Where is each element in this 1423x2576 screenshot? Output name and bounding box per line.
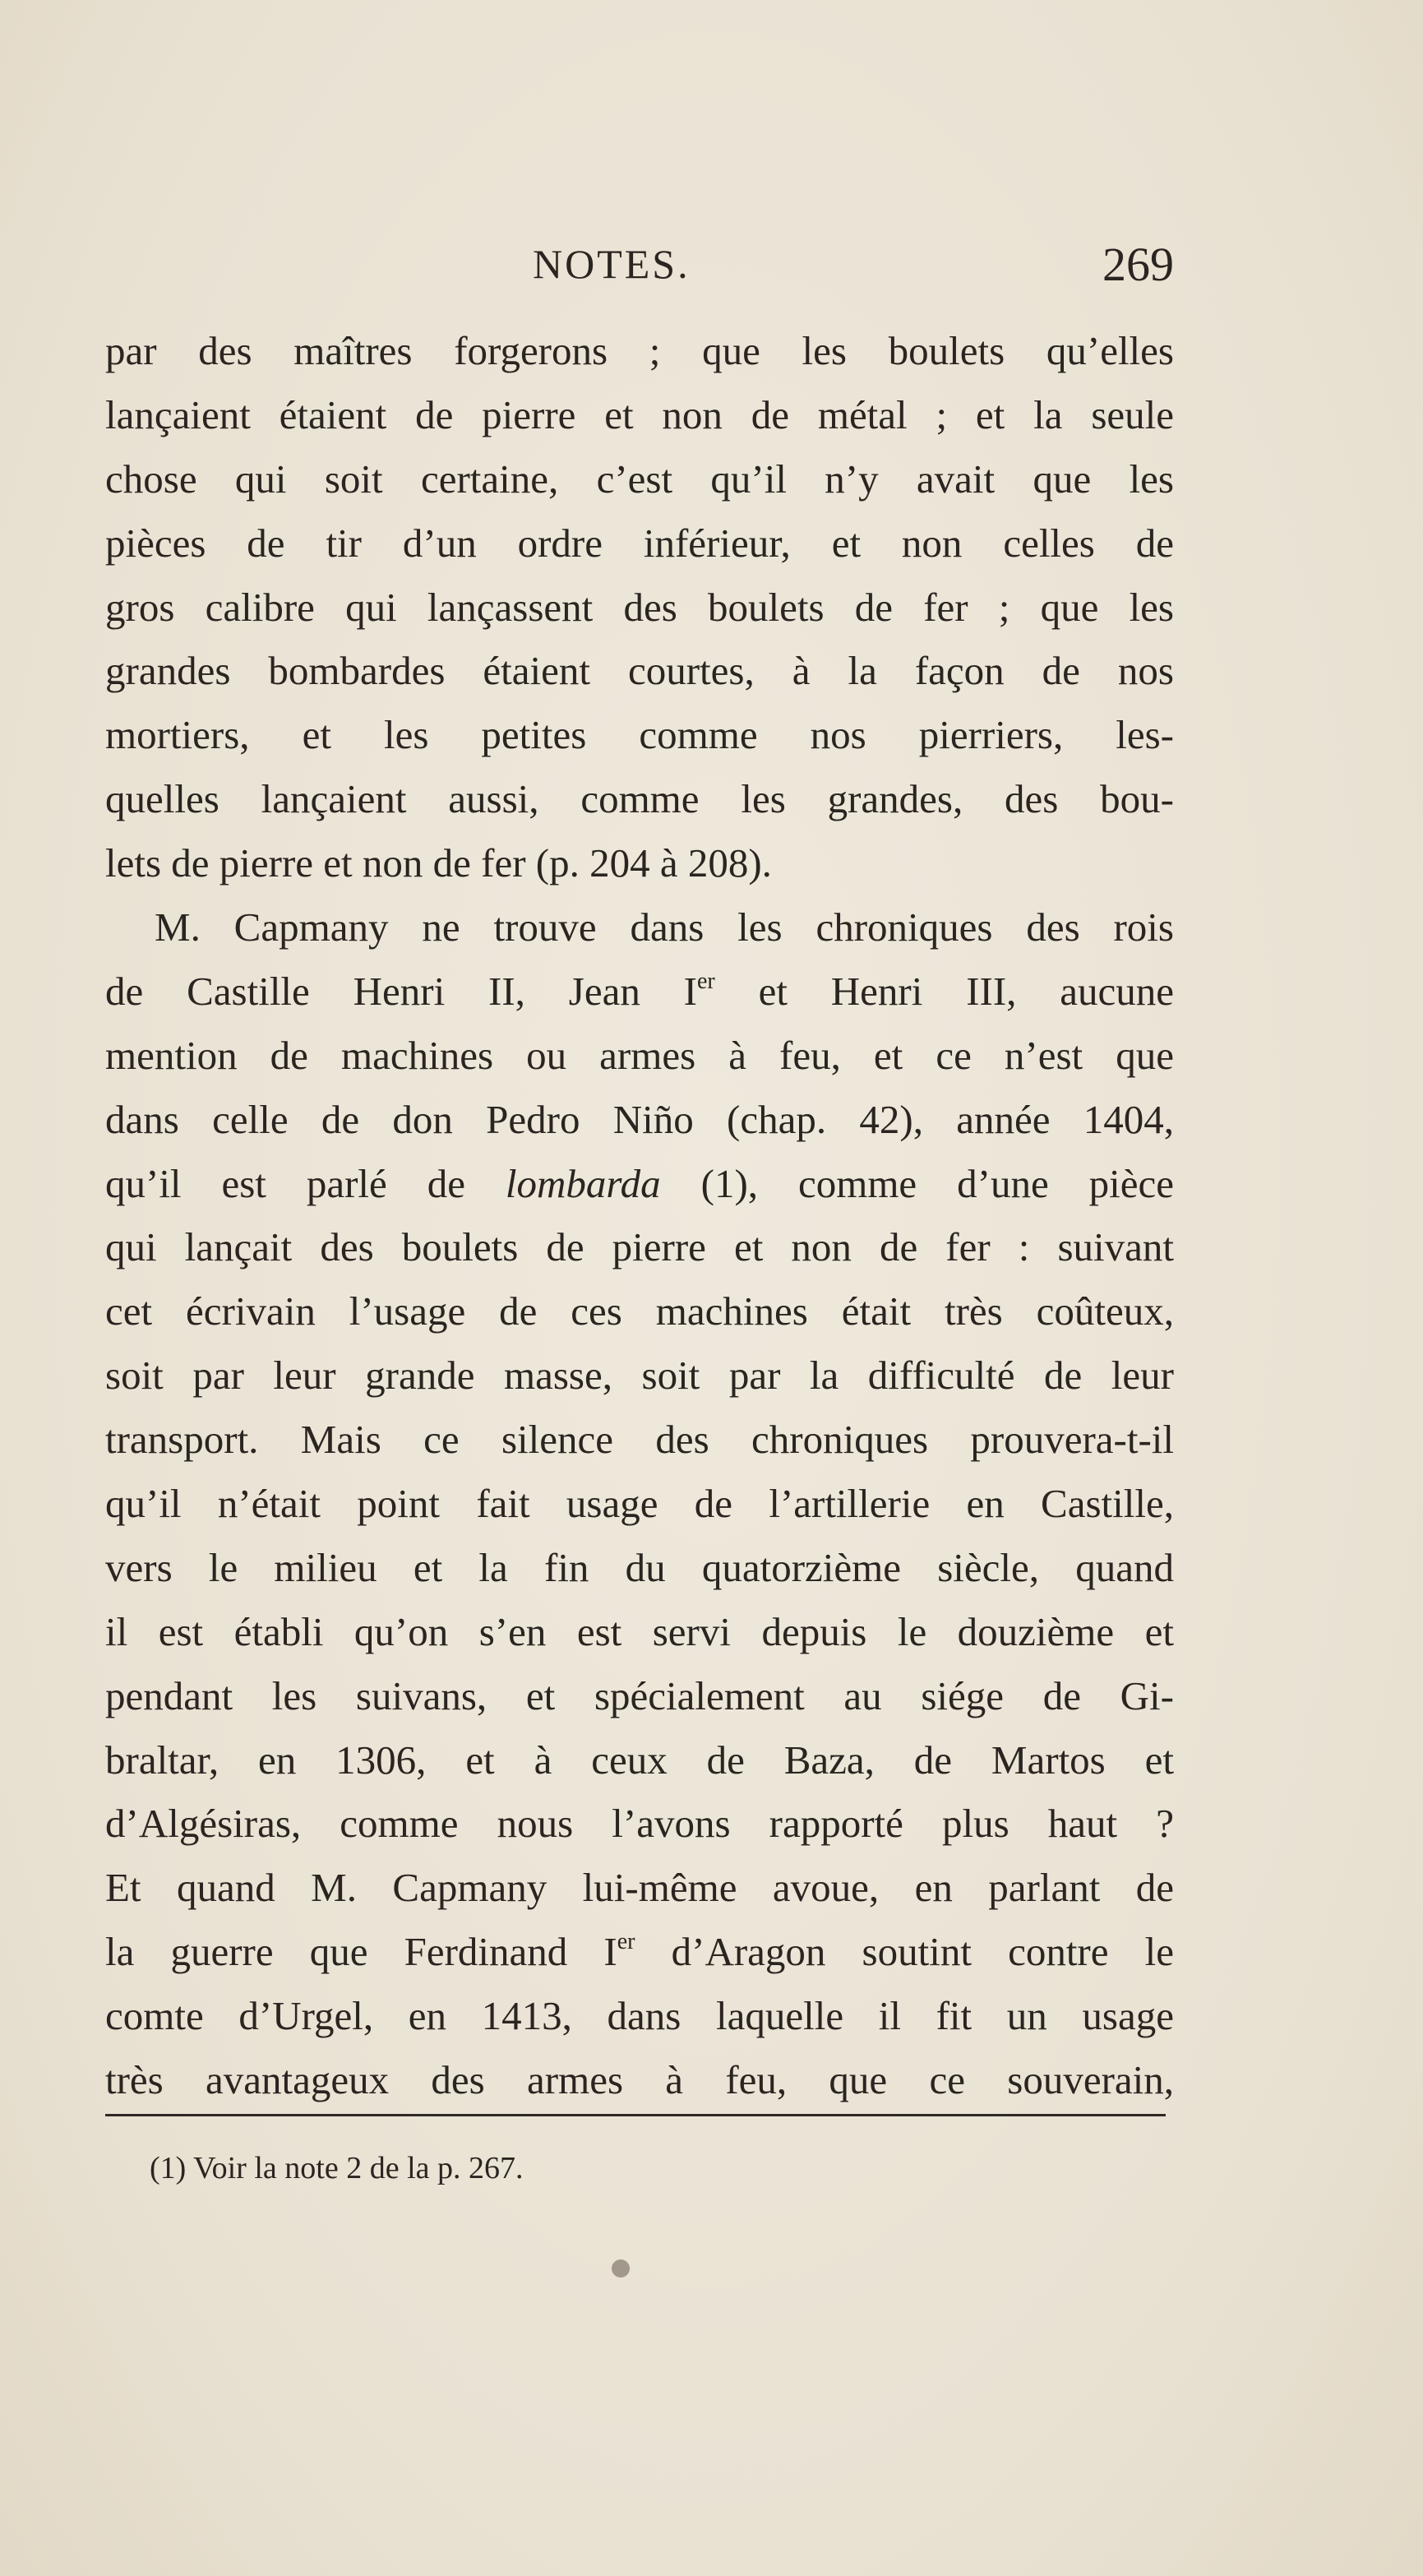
text-line: mention de machines ou armes à feu, et ce n’est que (105, 1032, 1174, 1078)
ornament-dot-icon (612, 2259, 630, 2278)
running-head: NOTES. (533, 241, 691, 287)
text-fragment: de Castille Henri II, Jean I (105, 968, 697, 1014)
text-line: qui lançait des boulets de pierre et non de fer : suivant (105, 1224, 1174, 1270)
text-line: transport. Mais ce silence des chroniques prouvera-t-il (105, 1417, 1174, 1463)
superscript: er (617, 1929, 635, 1955)
text-line: gros calibre qui lançassent des boulets de fer ; que les (105, 584, 1174, 630)
text-line: quelles lançaient aussi, comme les grandes, des bou- (105, 776, 1174, 822)
text-line: dans celle de don Pedro Niño (chap. 42), année 1404, (105, 1096, 1174, 1142)
text-line: lançaient étaient de pierre et non de métal ; et la seule (105, 391, 1174, 437)
text-fragment: (1), comme d’une pièce (660, 1160, 1174, 1206)
text-line: M. Capmany ne trouve dans les chroniques des rois (155, 904, 1174, 950)
text-line: chose qui soit certaine, c’est qu’il n’y avait que les (105, 456, 1174, 502)
text-fragment: qu’il est parlé de (105, 1160, 506, 1206)
text-line: pendant les suivans, et spécialement au siége de Gi- (105, 1672, 1174, 1718)
text-line: il est établi qu’on s’en est servi depuis le douzième et (105, 1608, 1174, 1654)
body-text (105, 319, 1174, 2112)
text-line: soit par leur grande masse, soit par la difficulté de leur (105, 1353, 1174, 1399)
text-line: vers le milieu et la fin du quatorzième siècle, quand (105, 1544, 1174, 1590)
text-line: braltar, en 1306, et à ceux de Baza, de Martos et (105, 1737, 1174, 1783)
text-line: grandes bombardes étaient courtes, à la façon de nos (105, 648, 1174, 694)
text-fragment: et Henri III, aucune (714, 968, 1174, 1014)
text-line: très avantageux des armes à feu, que ce souverain, (105, 2057, 1174, 2103)
text-line: d’Algésiras, comme nous l’avons rapporté plus haut ? (105, 1801, 1174, 1847)
footnote: (1) Voir la note 2 de la p. 267. (150, 2151, 524, 2185)
text-line: lets de pierre et non de fer (p. 204 à 208). (105, 840, 772, 886)
superscript: er (696, 968, 715, 994)
text-line: cet écrivain l’usage de ces machines était très coûteux, (105, 1288, 1174, 1334)
text-fragment: d’Aragon soutint contre le (635, 1929, 1174, 1975)
text-line: mortiers, et les petites comme nos pierriers, les- (105, 712, 1174, 758)
text-line: par des maîtres forgerons ; que les boulets qu’elles (105, 328, 1174, 373)
page-header (105, 240, 1174, 298)
text-line: pièces de tir d’un ordre inférieur, et non celles de (105, 520, 1174, 566)
text-line: qu’il n’était point fait usage de l’artillerie en Castille, (105, 1481, 1174, 1527)
text-line: Et quand M. Capmany lui-même avoue, en parlant de (105, 1865, 1174, 1911)
text-fragment: la guerre que Ferdinand I (105, 1929, 617, 1975)
text-line: comte d’Urgel, en 1413, dans laquelle il fit un usage (105, 1993, 1174, 2039)
text-line (105, 1152, 1174, 1216)
footnote-divider (105, 2114, 1166, 2116)
text-line (105, 1920, 1174, 1984)
text-line (105, 960, 1174, 1024)
page-number: 269 (1102, 238, 1174, 291)
italic-term: lombarda (505, 1160, 661, 1206)
